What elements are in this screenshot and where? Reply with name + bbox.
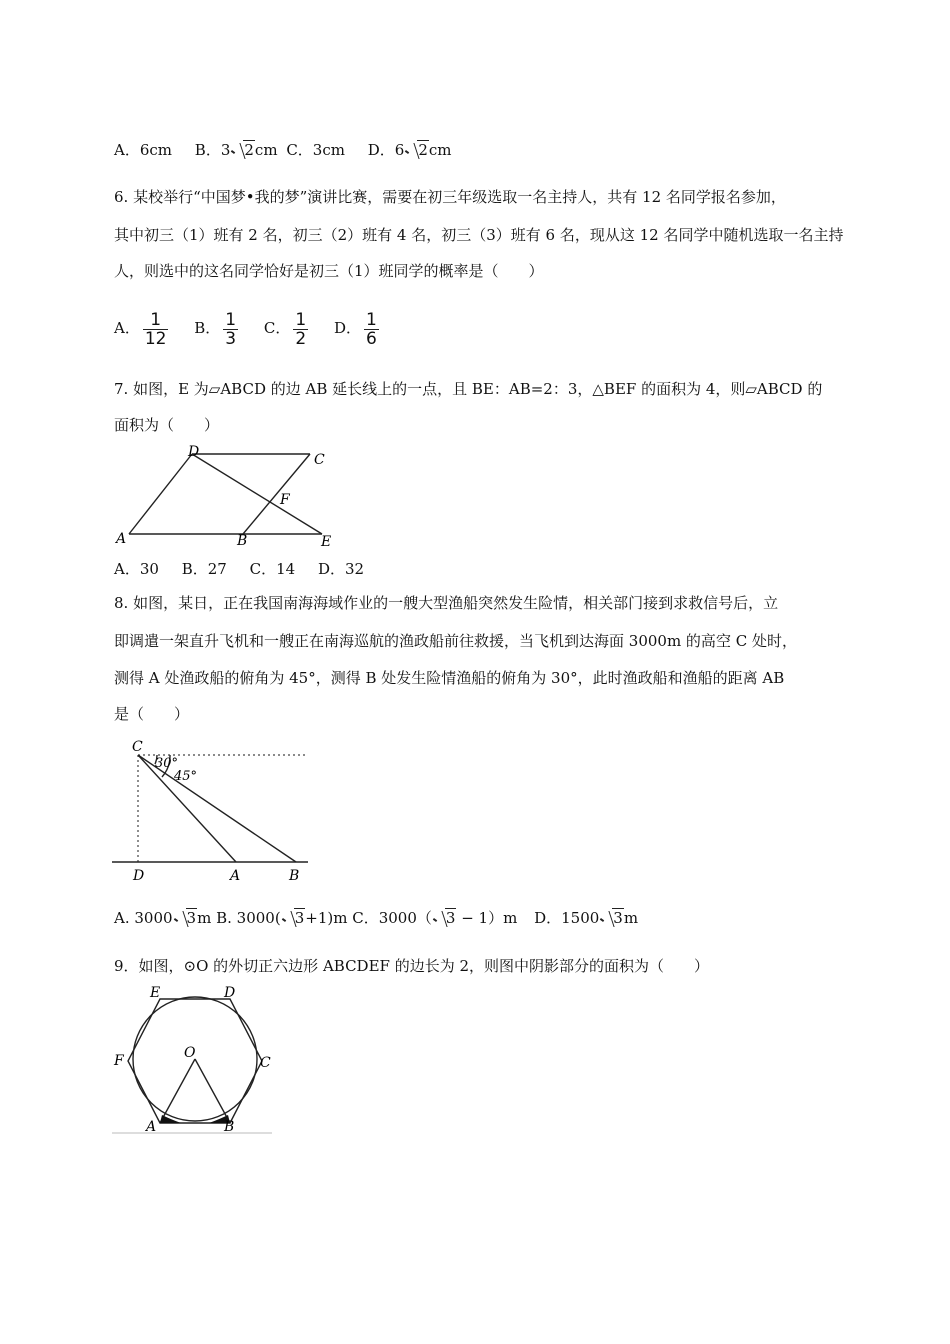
label-f: F	[114, 1053, 124, 1069]
q7-text-line2: 面积为（ ）	[114, 416, 220, 434]
q5-option-d: D．6 2cm	[367, 141, 452, 159]
line-oa	[160, 1059, 195, 1123]
q6-option-b: B． $\frac{1}{3}$	[194, 309, 237, 349]
label-a: A	[116, 531, 127, 547]
q8-option-b: B. 3000( 3+1)m	[216, 909, 348, 927]
label-a: A	[146, 1119, 157, 1135]
side-ad	[129, 454, 192, 534]
q6-text-line3: 人，则选中的这名同学恰好是初三（1）班同学的概率是（ ）	[114, 262, 544, 280]
q6-text-line1: 6. 某校举行“中国梦•我的梦”演讲比赛，需要在初三年级选取一名主持人，共有 12 名同学报名参加，	[114, 188, 786, 206]
q8-options	[114, 907, 638, 929]
label-b: B	[237, 533, 248, 549]
label-c: C	[314, 452, 325, 468]
q6-options	[114, 308, 400, 348]
line-de	[192, 454, 322, 534]
q6-option-d: D． $\frac{1}{6}$	[334, 309, 377, 349]
q7-option-b: B．27	[181, 560, 227, 578]
label-b: B	[224, 1119, 235, 1135]
q7-option-d: D．32	[317, 560, 365, 578]
q6-option-c: C． $\frac{1}{2}$	[263, 309, 307, 349]
q5-option-a: A．6cm	[114, 141, 173, 159]
q5-option-b: B．3 2cm	[194, 141, 278, 159]
label-e: E	[150, 985, 161, 1001]
label-d: D	[224, 985, 236, 1001]
label-f: F	[280, 492, 290, 508]
q7-options	[114, 558, 382, 580]
q6-option-a: A． $\frac{1}{12}$	[114, 309, 167, 349]
side-cb	[243, 454, 310, 534]
label-b: B	[289, 868, 300, 883]
label-e: E	[321, 534, 332, 550]
label-a: A	[230, 868, 241, 883]
angle-of-depression-figure	[112, 735, 312, 883]
q8-option-a: A. 3000 3m	[114, 909, 212, 927]
hexagon-circle-figure	[112, 985, 274, 1135]
label-c: C	[132, 739, 143, 755]
q5-option-c: C．3cm	[286, 141, 345, 159]
q8-text-line3: 测得 A 处渔政船的俯角为 45°，测得 B 处发生险情渔船的俯角为 30°，此时渔政船和渔船的距离 AB	[114, 669, 785, 687]
label-o: O	[184, 1045, 196, 1061]
q5-options	[114, 139, 452, 161]
label-30-deg: 30°	[155, 756, 179, 771]
q8-text-line1: 8. 如图，某日，正在我国南海海域作业的一艘大型渔船突然发生险情，相关部门接到求救信号后，立	[114, 594, 779, 612]
q7-option-c: C．14	[249, 560, 296, 578]
label-d: D	[133, 868, 145, 883]
label-45-deg: 45°	[174, 769, 198, 784]
line-cb	[138, 755, 296, 862]
parallelogram-figure	[112, 442, 334, 550]
line-ob	[195, 1059, 230, 1123]
q8-text-line2: 即调遣一架直升飞机和一艘正在南海巡航的渔政船前往救援，当飞机到达海面 3000m 的高空 C 处时，	[114, 632, 797, 650]
q6-text-line2: 其中初三（1）班有 2 名，初三（2）班有 4 名，初三（3）班有 6 名，现从这 12 名同学中随机选取一名主持	[114, 226, 844, 244]
label-c: C	[260, 1055, 271, 1071]
q7-text-line1: 7. 如图，E 为▱ABCD 的边 AB 延长线上的一点，且 BE：AB=2：3，△BEF 的面积为 4，则▱ABCD 的	[114, 380, 823, 398]
q8-option-d: D．1500 3m	[534, 909, 639, 927]
q8-text-line4: 是（ ）	[114, 705, 190, 723]
label-d: D	[188, 444, 200, 460]
q9-text-line1: 9．如图，⊙O 的外切正六边形 ABCDEF 的边长为 2，则图中阴影部分的面积为（ ）	[114, 957, 710, 975]
q7-option-a: A．30	[114, 560, 159, 578]
q8-option-c: C．3000（ 3 − 1）m	[352, 909, 518, 927]
